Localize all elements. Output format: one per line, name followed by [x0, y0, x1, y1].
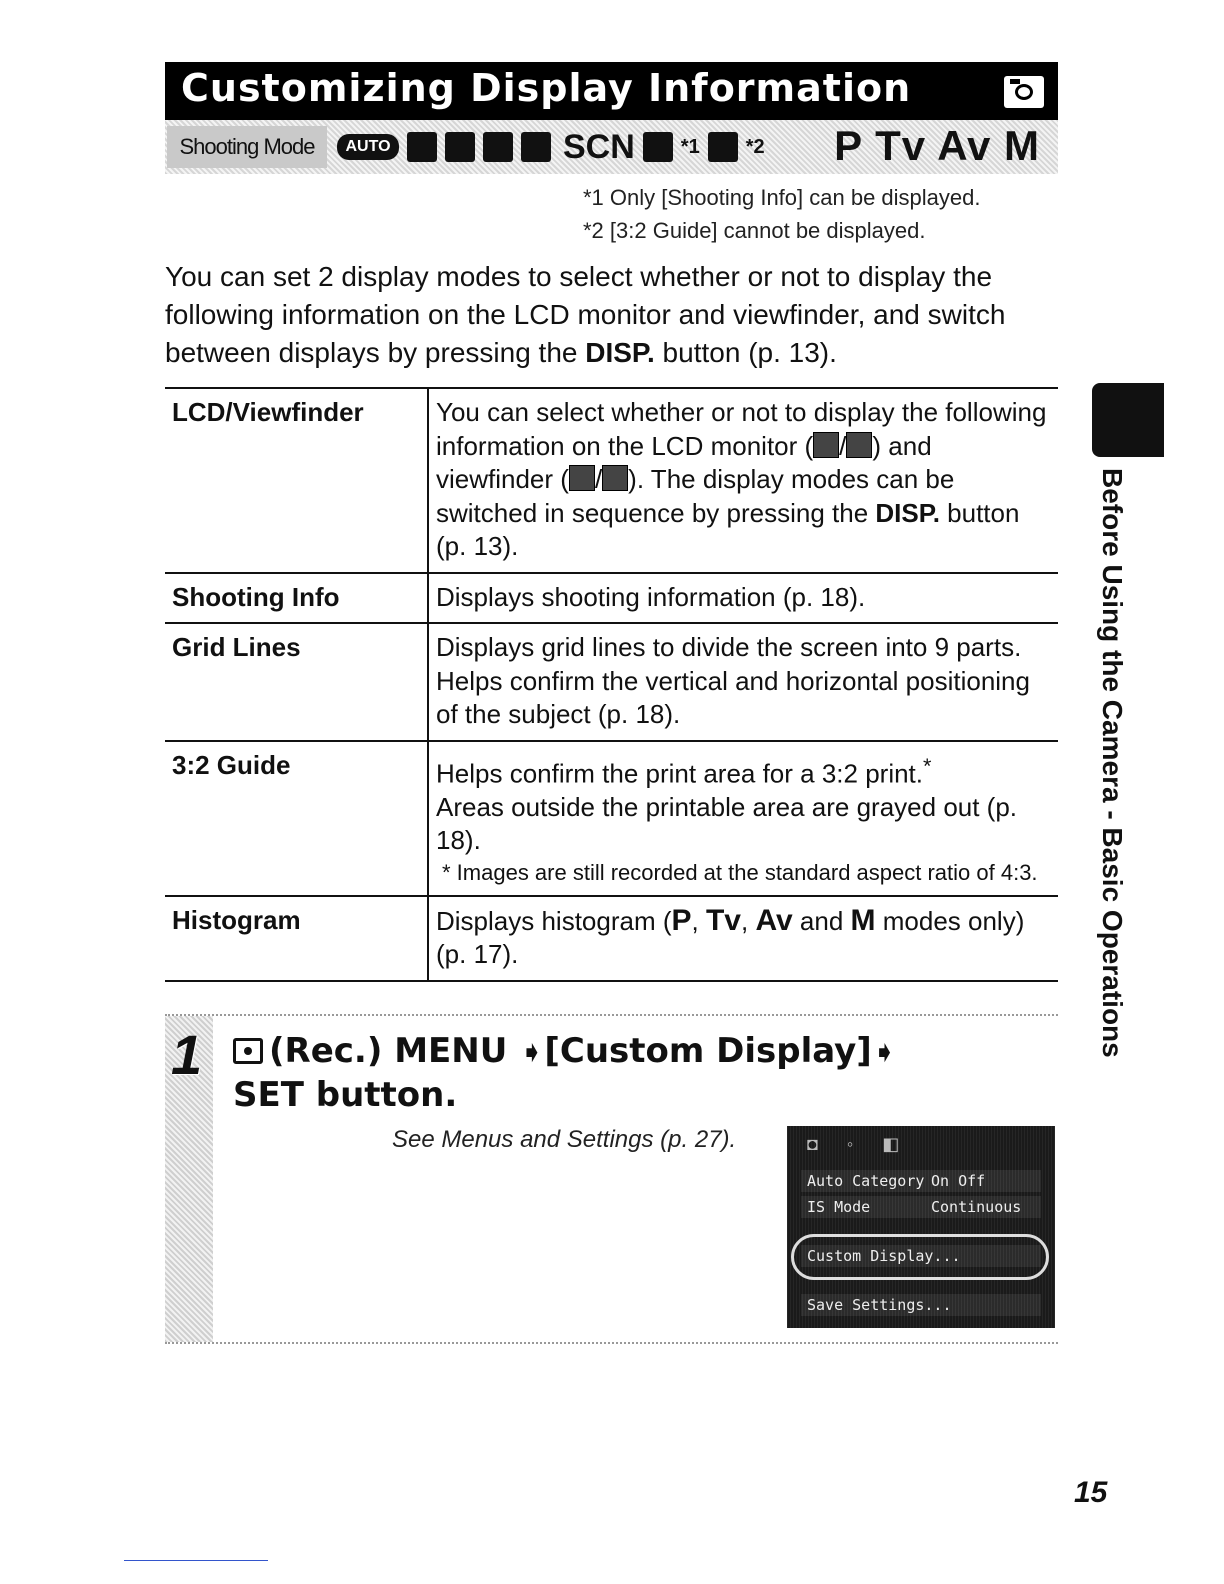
intro-text-1: You can set 2 display modes to select whether or not to display the following information on the LCD monitor and viewfinder, and switch between displays by pressing the: [165, 261, 1006, 368]
table-row: [165, 623, 1058, 741]
step-title: [233, 1030, 897, 1116]
footnote-ref-2: *2: [745, 135, 765, 158]
tv-mode-glyph: Tv: [705, 903, 741, 937]
ptvavm-modes: P Tv Av M: [834, 122, 1040, 169]
intro-disp: DISP.: [585, 337, 655, 368]
camera-menu-screenshot: [787, 1126, 1055, 1328]
section-title-bar: [165, 62, 1058, 120]
rec-camera-icon: [233, 1038, 263, 1064]
step-reference-note: See Menus and Settings (p. 27).: [392, 1126, 737, 1153]
viewfinder-icon-1: [569, 465, 595, 491]
menu-row-value: Continuous: [931, 1198, 1022, 1216]
scn-mode-label: SCN: [563, 127, 635, 166]
menu-row: [801, 1170, 1041, 1192]
row-text: modes only) (p. 17).: [436, 905, 1025, 970]
menu-row-label: Auto Category: [807, 1172, 925, 1190]
display-info-table: [165, 387, 1058, 982]
kids-pets-icon: [521, 132, 551, 162]
row-disp: DISP.: [875, 497, 940, 528]
shooting-mode-strip: [165, 120, 1058, 174]
footnote-1: *1 Only [Shooting Info] can be displayed.: [583, 185, 981, 210]
menu-row: [801, 1294, 1041, 1316]
row-text: Helps confirm the print area for a 3:2 print.: [436, 758, 924, 789]
row-text: ). The display modes can be switched in sequence by pressing the: [436, 464, 955, 528]
row-text: You can select whether or not to display the following information on the LCD monitor (: [436, 397, 1047, 461]
table-row: [165, 741, 1058, 896]
landscape-mode-icon: [445, 132, 475, 162]
row-value: You can select whether or not to display the following information on the LCD monitor ( / ) and viewfinder ( / ). The display modes can be switched in sequence by pressing the DISP. button (p. 13).: [436, 397, 1047, 561]
footnote-ref-1: *1: [680, 135, 700, 158]
menu-row-label: Save Settings...: [807, 1296, 952, 1314]
portrait-mode-icon: [407, 132, 437, 162]
viewfinder-icon-2: [602, 465, 628, 491]
menu-tab-icons: ◘ ◦ ◧: [807, 1134, 912, 1154]
step-1-box: [165, 1014, 1058, 1344]
chapter-side-tab: [1092, 383, 1164, 457]
menu-highlight-ring: [791, 1234, 1049, 1280]
step-title-c: SET button.: [233, 1075, 458, 1115]
row-value: Displays grid lines to divide the screen into 9 parts. Helps confirm the vertical and horizontal positioning of the subject (p. 18).: [436, 632, 1030, 729]
row-text: ) and viewfinder (: [436, 430, 932, 494]
row-text: ,: [741, 905, 756, 936]
shooting-mode-label: Shooting Mode: [167, 126, 327, 168]
row-text: Displays histogram (: [436, 905, 672, 936]
step-title-a: (Rec.) MENU: [269, 1031, 520, 1071]
row-key: Histogram: [165, 896, 428, 981]
arrow-right-icon: ➧: [519, 1035, 545, 1070]
m-mode-glyph: M: [850, 903, 876, 937]
row-key: LCD/Viewfinder: [165, 388, 428, 573]
step-title-b: [Custom Display]: [544, 1031, 872, 1071]
row-value: Displays shooting information (p. 18).: [436, 581, 866, 612]
step-number: 1: [171, 1023, 203, 1086]
table-row: [165, 388, 1058, 573]
page-number: 15: [1074, 1476, 1108, 1509]
auto-mode-icon: AUTO: [337, 134, 399, 160]
menu-row-label: Custom Display...: [807, 1247, 961, 1265]
chapter-side-text: Before Using the Camera - Basic Operations: [1097, 468, 1128, 1058]
table-row: [165, 573, 1058, 624]
row-value: [428, 741, 1058, 896]
lcd-icon-1: [813, 432, 839, 458]
menu-row: [801, 1196, 1041, 1218]
row-key: Grid Lines: [165, 623, 428, 741]
row-text: button (p. 13).: [436, 497, 1020, 561]
mode-icon-row: [337, 124, 765, 170]
row-text: and: [792, 905, 851, 936]
table-row: [165, 896, 1058, 981]
p-mode-glyph: P: [671, 903, 692, 937]
page-title: Customizing Display Information: [181, 66, 912, 110]
menu-row-label: IS Mode: [807, 1198, 871, 1216]
bottom-rule: [124, 1560, 268, 1561]
row-value: [428, 896, 1058, 981]
intro-paragraph: [165, 258, 1065, 372]
stitch-assist-icon: [643, 132, 673, 162]
night-scene-icon: [483, 132, 513, 162]
lcd-icon-2: [846, 432, 872, 458]
aspect-note: * Images are still recorded at the standard aspect ratio of 4:3.: [442, 859, 1038, 885]
row-text: Areas outside the printable area are grayed out (p. 18).: [436, 791, 1018, 856]
row-text: ,: [691, 905, 706, 936]
arrow-right-icon: ➧: [871, 1035, 897, 1070]
footnote-2: *2 [3:2 Guide] cannot be displayed.: [583, 218, 926, 243]
row-key: Shooting Info: [165, 573, 428, 624]
camera-icon: [1004, 76, 1044, 108]
menu-row-value: On Off: [931, 1172, 986, 1190]
row-star: *: [923, 752, 932, 778]
movie-mode-icon: [708, 132, 738, 162]
intro-text-2: button (p. 13).: [654, 337, 837, 368]
av-mode-glyph: Av: [755, 903, 793, 937]
row-key: 3:2 Guide: [165, 741, 428, 896]
